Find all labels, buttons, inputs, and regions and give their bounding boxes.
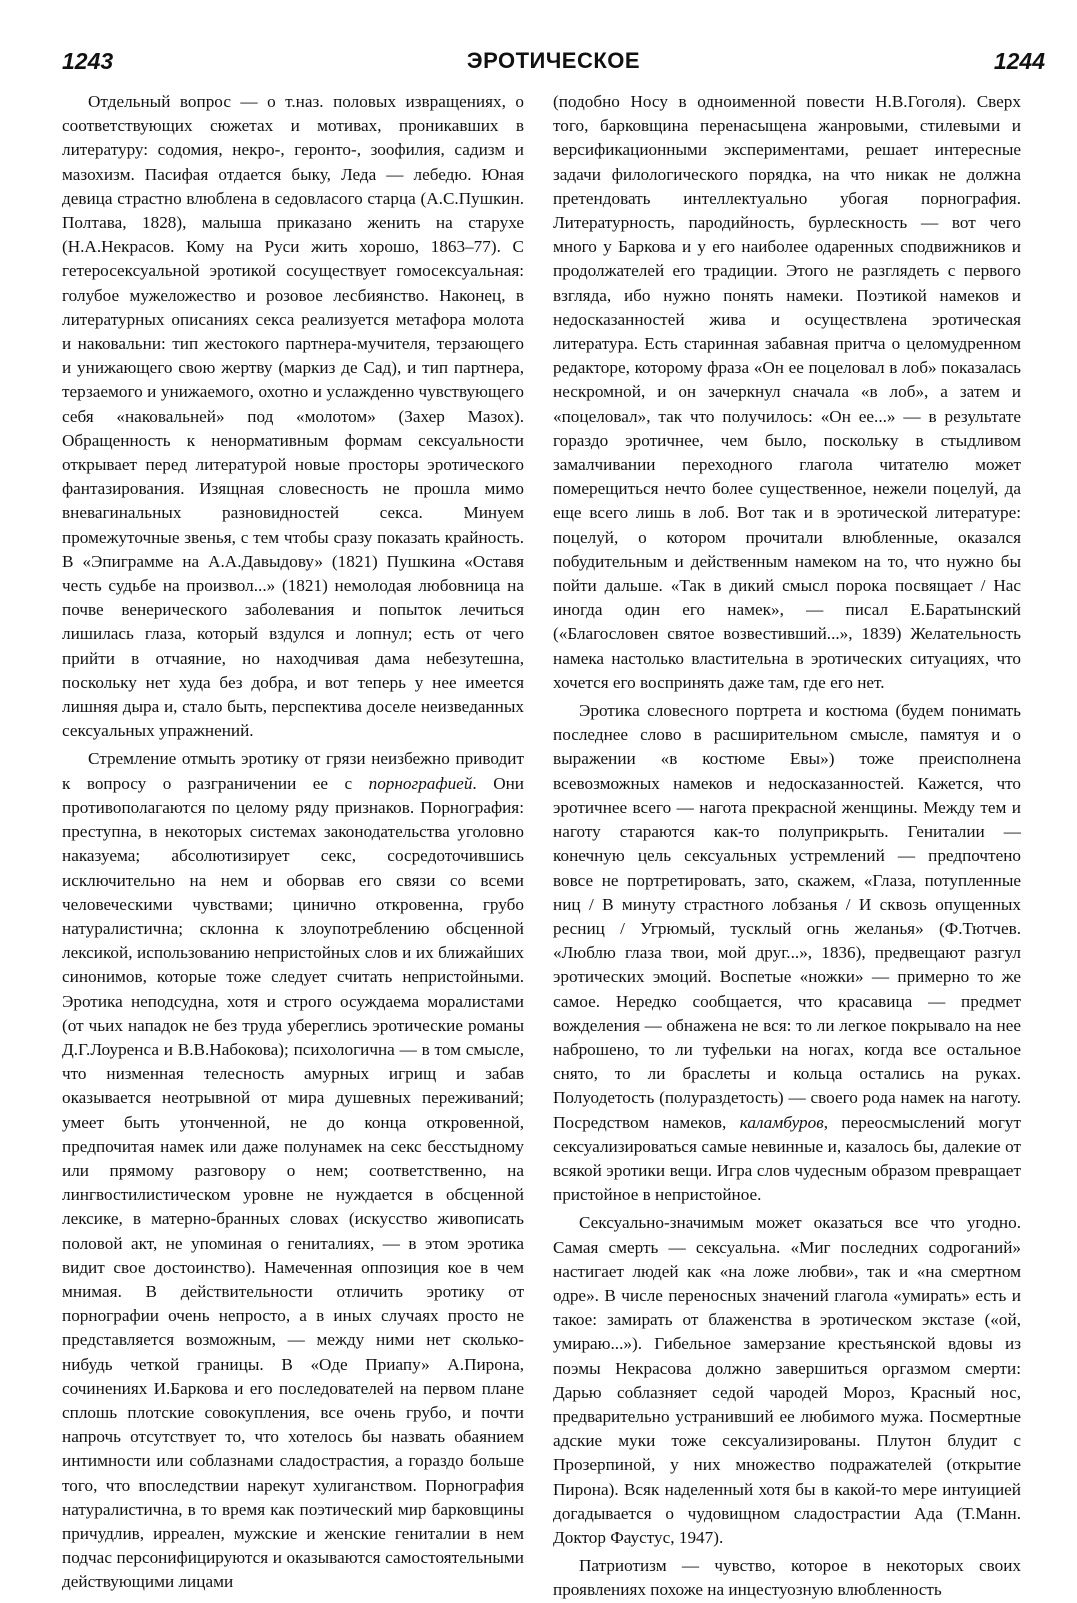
page-header [62,48,1045,84]
paragraph-text: Эротика словесного портрета и костюма (будем понимать последнее слово в расширительном смысле, памятуя и о выражении «в костюме Евы») тоже преисполнена всевозможных намеков и недосказанностей. Кажется, что эротичнее всего — нагота прекрасной женщины. Между тем и наготу стараются как-то полуприкрыть. Гениталии — конечную цель сексуальных устремлений — предпочтено вовсе не портретировать, зато, скажем, «Глаза, потупленные ниц / В минуту страстного лобзанья / И сквозь опущенных ресниц / Угрюмый, тусклый огнь желанья» (Ф.Тютчев. «Люблю глаза твои, мой друг...», 1836), предвещают разгул эротических эмоций. Воспетые «ножки» — примерно то же самое. Нередко сообщается, что красавица — предмет вожделения — обнажена не вся: то ли легкое покрывало на нее наброшено, то ли туфельки на ногах, когда все остальное снято, то ли браслеты и кольца остались на руках. Полуодетость (полураздетость) — своего рода намек на наготу. Посредством намеков, [553,701,1021,1132]
paragraph-text: . Они противополагаются по целому ряду признаков. Порнография: преступна, в некоторых системах законодательства уголовно наказуема; абсолютизирует секс, сосредоточившись исключительно на нем и оборвав его связи со всеми человеческими чувствами; цинично откровенна, грубо натуралистична; склонна к злоупотреблению обсценной лексикой, использованию непристойных слов и их ближайших синонимов, которые тоже следует считать непристойными. Эротика неподсудна, хотя и строго осуждаема моралистами (от чьих нападок не без труда убереглись эротические романы Д.Г.Лоуренса и В.В.Набокова); психологична — в том смысле, что низменная телесность амурных игрищ и забав оказывается неотрывной от мира душевных переживаний; умеет быть утонченной, не до конца откровенной, предпочитая намек или даже полунамек на секс бесстыдному или прямому разговору о нем; соответственно, на лингвостилистическом уровне не нуждается в обсценной лексике, в матерно-бранных словах (искусство живописать половой акт, не упоминая о гениталиях, — в этом эротика видит свое достоинство). Намеченная оппозиция кое в чем мнимая. В действительности отличить эротику от порнографии очень непросто, а в иных случаях просто не представляется возможным, — между ними нет сколько-нибудь четкой границы. В «Оде Приапу» А.Пирона, сочинениях И.Баркова и его последователей на первом плане сплошь плотские совокупления, все очень грубо, и почти напрочь отсутствует то, что хотелось бы назвать обаянием интимности или соблазнами сладострастия, а гораздо больше того, что впоследствии нарекут хулиганством. Порнография натуралистична, в то время как поэтический мир барковщины причудлив, ирреален, мужские и женские гениталии в нем подчас персонифицируются и оказываются самостоятельными действующими лицами [62,773,524,1592]
running-title: ЭРОТИЧЕСКОЕ [466,48,641,73]
italic-term: каламбуров [739,1112,824,1132]
paragraph: Патриотизм — чувство, которое в некоторых своих проявлениях похоже на инцестуозную влюбленность [553,1556,1021,1600]
paragraph-text: Стремление отмыть эротику от грязи неизбежно приводит к вопросу о разграничении ее с [62,749,524,793]
paragraph-continued: (подобно Носу в одноименной повести Н.В.Гоголя). Сверх того, барковщина перенасыщена жанровыми, стилевыми и версификационными экспериментами, решает интересные задачи филологического порядка, на что никак не должна претендовать интеллектуально убогая порнография. Литературность, пародийность, бурлескность — вот чего много у Баркова и у его наиболее одаренных сподвижников и продолжателей его традиции. Этого не разглядеть с первого взгляда, ибо нужно понять намеки. Поэтикой намеков и недосказанностей жива и осуществлена эротическая литература. Есть старинная забавная притча о целомудренном редакторе, которому фраза «Он ее поцеловал в лоб» показалась нескромной, и он зачеркнул сначала «в лоб», а затем и «поцеловал», так что получилось: «Он ее...» — в результате гораздо эротичнее, чем было, поскольку в стыдливом замалчивании переходного глагола читателю может померещиться нечто более существенное, нежели поцелуй, да еще всего лишь в лоб. Вот так и в эротической литературе: поцелуй, о котором прочитали влюбленные, оказался побудительным и действенным намеком на то, что нужно бы пойти дальше. «Так в дикий смысл порока посвящает / Нас иногда один его намек», — писал Е.Баратынский («Благословен святое возвестивший...», 1839) Желательность намека настолько властительна в эротических ситуациях, что хочется его воспринять даже там, где его нет. [553,92,1021,692]
paragraph: Сексуально-значимым может оказаться все что угодно. Самая смерть — сексуальна. «Миг последних содроганий» настигает людей как «на ложе любви», так и «на смертном одре». В числе переносных значений глагола «умирать» есть и такое: замирать от блаженства в эротическом экстазе («ой, умираю...»). Гибельное замерзание крестьянской вдовы из поэмы Некрасова должно завершиться оргазмом смерти: Дарью соблазняет седой чародей Мороз, Красный нос, предварительно устранивший ее любимого мужа. Посмертные адские муки тоже сексуализированы. Плутон блудит с Прозерпиной, у них множество подражателей (открытие Пирона). Всяк наделенный хотя бы в какой-то мере интуицией догадывается о чудовищном сладострастии Ада (Т.Манн. Доктор Фаустус, 1947). [553,1213,1021,1547]
left-page-number: 1243 [62,48,114,74]
right-column [553,90,1021,1600]
paragraph [62,747,524,1594]
paragraph-text: , переосмыслений могут сексуализироваться самые невинные и, казалось бы, далекие от всякой эротики вещи. Игра слов чудесным образом превращает пристойное в непристойное. [553,1112,1021,1205]
italic-term: порнографией [368,773,473,793]
left-column [62,90,524,1592]
paragraph: Отдельный вопрос — о т.наз. половых извращениях, о соответствующих сюжетах и мотивах, проникавших в литературу: содомия, некро-, геронто-, зоофилия, садизм и мазохизм. Пасифая отдается быку, Леда — лебедю. Юная девица страстно влюблена в седовласого старца (А.С.Пушкин. Полтава, 1828), малыша приказано женить на старухе (Н.А.Некрасов. Кому на Руси жить хорошо, 1863–77). С гетеросексуальной эротикой сосуществует гомосексуальная: голубое мужеложество и розовое лесбиянство. Наконец, в литературных описаниях секса реализуется метафора молота и наковальни: тип жестокого партнера-мучителя, терзающего и унижающего свою жертву (маркиз де Сад), и тип партнера, терзаемого и унижаемого, охотно и услажденно чувствующего себя «наковальней» под «молотом» (Захер Мазох). Обращенность к ненормативным формам сексуальности открывает перед литературой новые просторы эротического фантазирования. Изящная словесность не прошла мимо вневагинальных разновидностей секса. Минуем промежуточные звенья, с тем чтобы сразу показать крайность. В «Эпиграмме на А.А.Давыдову» (1821) Пушкина «Оставя честь судьбе на произвол...» (1821) немолодая любовница на почве венерического заболевания и попыток лечиться лишилась глаза, который вздулся и лопнул; есть от чего прийти в отчаяние, но находчивая дама небезутешна, поскольку нет худа без добра, и вот теперь у нее имеется лишняя дыра и, стало быть, перспектива доселе неизведанных сексуальных упражнений. [62,92,524,741]
paragraph [553,699,1021,1207]
right-page-number: 1244 [993,48,1045,74]
